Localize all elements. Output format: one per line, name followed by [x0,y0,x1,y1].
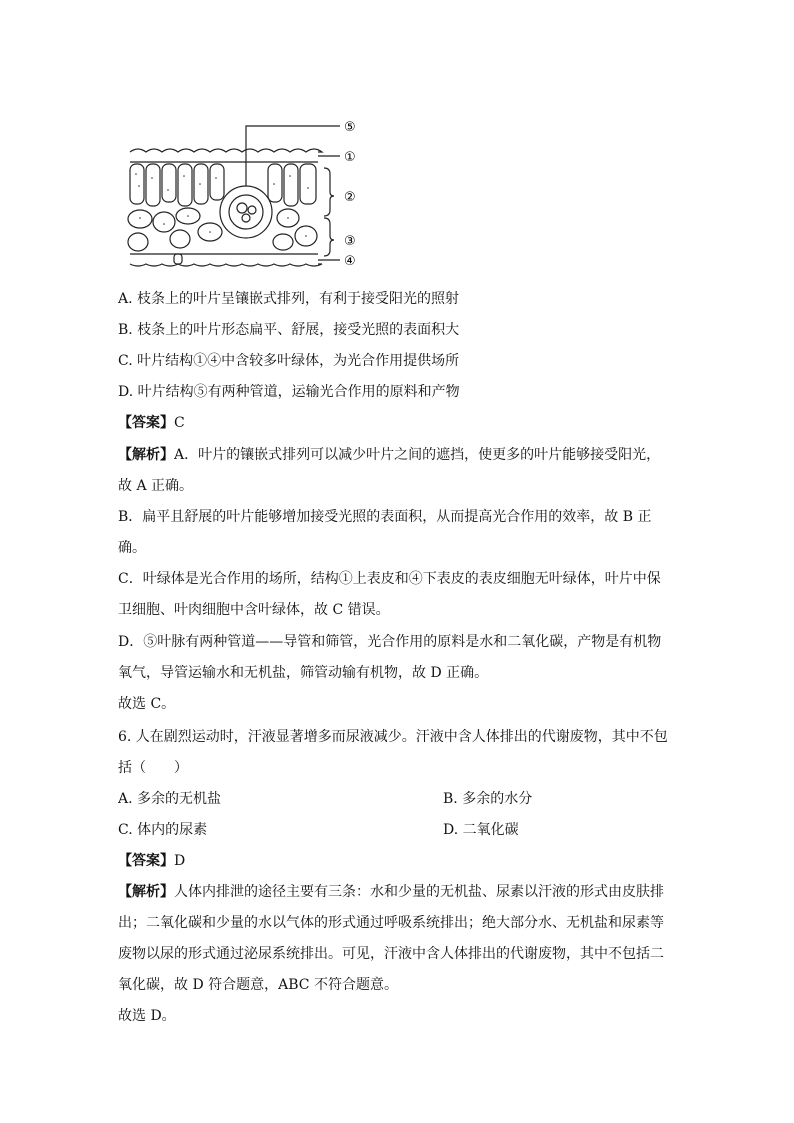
answer-tag: 【答案】 [118,415,174,431]
q5-analysis-line-6: 卫细胞、叶肉细胞中含叶绿体，故 C 错误。 [118,602,390,618]
analysis-tag: 【解析】 [118,447,174,463]
q5-analysis-line-8: 氧气，导管运输水和无机盐，筛管动输有机物，故 D 正确。 [118,665,489,681]
analysis-text: 人体内排泄的途径主要有三条：水和少量的无机盐、尿素以汗液的形式由皮肤排 [174,884,664,900]
analysis-tag: 【解析】 [118,884,174,900]
q6-option-a: A. 多余的无机盐 [118,791,222,807]
q5-analysis-line-9: 故选 C。 [118,696,176,712]
q6-answer [118,851,185,871]
q5-analysis-line-7: D．⑤叶脉有两种管道——导管和筛管，光合作用的原料是水和二氧化碳，产物是有机物 [118,634,662,650]
figure-label-3: ③ [344,234,356,249]
answer-value: C [174,415,185,431]
q5-analysis-line-3: B．扁平且舒展的叶片能够增加接受光照的表面积，从而提高光合作用的效率，故 B 正 [118,509,652,525]
q5-analysis-line-5: C．叶绿体是光合作用的场所，结构①上表皮和④下表皮的表皮细胞无叶绿体，叶片中保 [118,571,661,587]
q5-option-d: D. 叶片结构⑤有两种管道，运输光合作用的原料和产物 [118,384,460,400]
analysis-text: A．叶片的镶嵌式排列可以减少叶片之间的遮挡，使更多的叶片能够接受阳光， [174,447,661,463]
q6-analysis-line-2: 出；二氧化碳和少量的水以气体的形式通过呼吸系统排出；绝大部分水、无机盐和尿素等 [118,915,664,931]
figure-label-2: ② [344,190,356,205]
q6-analysis-line-1 [118,882,664,902]
answer-tag: 【答案】 [118,853,174,869]
figure-label-5: ⑤ [344,120,356,135]
q5-option-c: C. 叶片结构①④中含较多叶绿体，为光合作用提供场所 [118,353,460,369]
q6-option-c: C. 体内的尿素 [118,822,208,838]
q6-analysis-line-5: 故选 D。 [118,1008,176,1024]
figure-label-4: ④ [344,254,356,269]
q6-analysis-line-4: 氧化碳，故 D 符合题意，ABC 不符合题意。 [118,977,398,993]
q5-answer [118,413,185,433]
q6-analysis-line-3: 废物以尿的形式通过泌尿系统排出。可见，汗液中含人体排出的代谢废物，其中不包括二 [118,946,664,962]
q6-stem-line-2: 括（ ） [118,760,188,776]
figure-label-1: ① [344,150,356,165]
q5-analysis-line-2: 故 A 正确。 [118,478,194,494]
q5-option-b: B. 枝条上的叶片形态扁平、舒展，接受光照的表面积大 [118,322,460,338]
q5-option-a: A. 枝条上的叶片呈镶嵌式排列，有利于接受阳光的照射 [118,291,460,307]
q6-stem-line-1: 6. 人在剧烈运动时，汗液显著增多而尿液减少。汗液中含人体排出的代谢废物，其中不包 [118,729,668,745]
q6-option-d: D. 二氧化碳 [443,822,519,838]
leaf-cross-section-figure [118,114,368,274]
q5-analysis-line-4: 确。 [118,540,146,556]
q5-analysis-line-1 [118,445,660,465]
answer-value: D [174,853,186,869]
q6-option-b: B. 多余的水分 [443,791,533,807]
